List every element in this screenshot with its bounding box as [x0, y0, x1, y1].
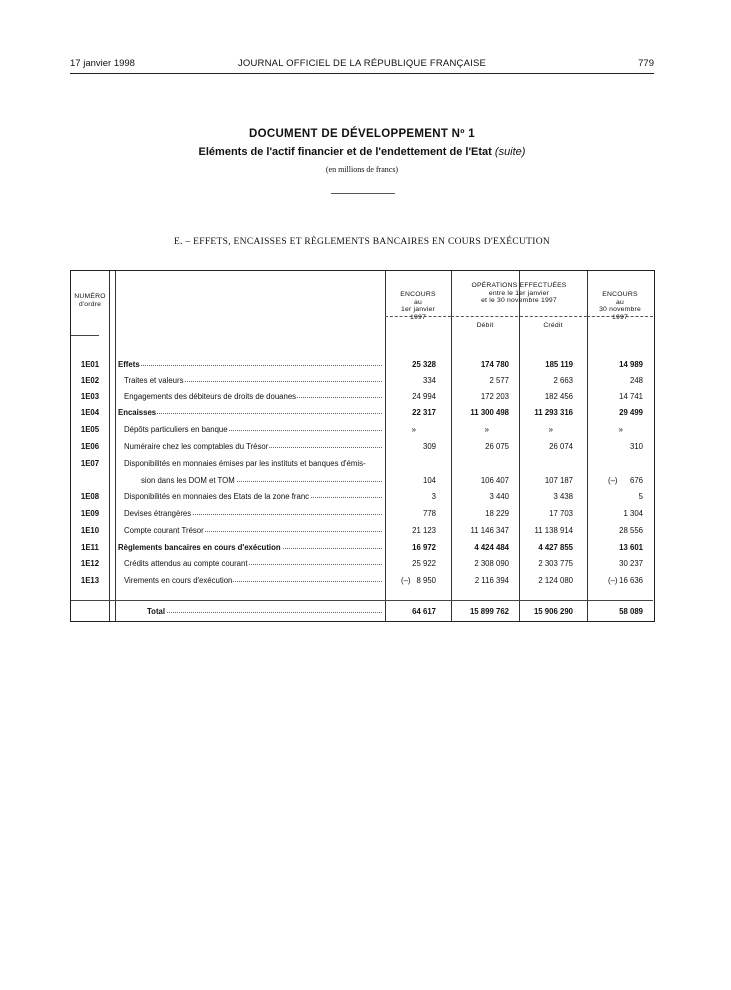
header-encours-end-line2: au: [616, 298, 624, 306]
row-encours-end: »: [618, 425, 623, 434]
row-label: Devises étrangères: [124, 509, 382, 518]
row-debit: 3 440: [489, 492, 509, 501]
document-subtitle: [70, 146, 654, 158]
row-label-line2: sion dans les DOM et TOM: [141, 476, 382, 485]
row-code: 1E12: [80, 559, 100, 568]
header-date: 17 janvier 1998: [70, 58, 135, 69]
row-encours-start: 778: [422, 509, 436, 518]
row-encours-start: 25 328: [412, 360, 436, 369]
row-encours-end: 310: [629, 442, 643, 451]
row-encours-start: 22 317: [412, 408, 436, 417]
row-code: 1E06: [80, 442, 100, 451]
header-encours-start: [385, 291, 451, 321]
total-debit: 15 899 762: [469, 607, 509, 616]
unit-note: (en millions de francs): [325, 165, 399, 174]
header-debit: Débit: [476, 322, 494, 329]
table-row: [71, 574, 653, 588]
table-row: [71, 390, 653, 404]
row-code: 1E10: [80, 526, 100, 535]
row-encours-end: 29 499: [619, 408, 643, 417]
row-encours-start: 21 123: [412, 526, 436, 535]
row-credit: 17 703: [549, 509, 573, 518]
row-credit: 11 138 914: [534, 526, 573, 535]
row-debit: 11 300 498: [470, 408, 509, 417]
row-negative-sign: (–): [401, 576, 411, 585]
document-subtitle-suite: (suite): [494, 146, 526, 158]
row-credit: 11 293 316: [534, 408, 573, 417]
row-debit: 26 075: [485, 442, 509, 451]
row-code: 1E07: [80, 459, 100, 468]
header-encours-start-line1: ENCOURS: [400, 291, 436, 298]
row-code: 1E13: [80, 576, 100, 585]
document-subtitle-text: Eléments de l'actif financier et de l'endettement de l'Etat: [198, 146, 492, 158]
row-encours-end: 28 556: [619, 526, 643, 535]
row-code: 1E02: [80, 376, 100, 385]
section-title: E. – EFFETS, ENCAISSES ET RÈGLEMENTS BANCAIRES EN COURS D'EXÉCUTION: [173, 237, 551, 247]
row-code: 1E03: [80, 392, 100, 401]
row-encours-end: 248: [629, 376, 643, 385]
row-credit: 185 119: [545, 360, 573, 369]
row-encours-start: 8 950: [416, 576, 436, 585]
row-label: Virements en cours d'exécution: [124, 576, 382, 585]
row-debit: 18 229: [485, 509, 509, 518]
row-debit: 2 116 394: [474, 576, 509, 585]
row-debit: 11 146 347: [470, 526, 509, 535]
header-journal-title: JOURNAL OFFICIEL DE LA RÉPUBLIQUE FRANÇAISE: [237, 58, 487, 69]
row-code: 1E05: [80, 425, 100, 434]
header-credit: Crédit: [543, 322, 563, 329]
row-encours-start: 334: [422, 376, 436, 385]
row-label: Disponibilités en monnaies des Etats de la zone franc: [124, 492, 382, 501]
header-encours-end: [587, 291, 653, 321]
page-header: [70, 58, 654, 72]
row-encours-end: 14 741: [619, 392, 643, 401]
header-page-number: 779: [638, 58, 654, 69]
row-label: Engagements des débiteurs de droits de douanes: [124, 392, 382, 401]
table-row: [71, 457, 653, 471]
table-row-continuation: [71, 474, 653, 488]
header-encours-start-line2: au: [414, 298, 422, 306]
row-credit: 4 427 855: [538, 543, 573, 552]
row-encours-end: 16 636: [619, 576, 643, 585]
row-label: Règlements bancaires en cours d'exécution: [118, 543, 382, 552]
total-row: [71, 605, 653, 619]
row-debit: 172 203: [480, 392, 509, 401]
row-code: 1E04: [80, 408, 100, 417]
table-row: [71, 406, 653, 420]
row-debit: 106 407: [480, 476, 509, 485]
total-encours-start: 64 617: [412, 607, 436, 616]
header-operations-line2: entre le 1er janvier: [488, 289, 550, 297]
row-credit: 2 303 775: [538, 559, 573, 568]
row-credit: 2 663: [553, 376, 573, 385]
row-encours-start: 25 922: [412, 559, 436, 568]
row-credit: 182 456: [544, 392, 573, 401]
row-credit: 107 187: [544, 476, 573, 485]
total-encours-end: 58 089: [619, 607, 643, 616]
table-row: [71, 557, 653, 571]
row-encours-start: 16 972: [412, 543, 436, 552]
row-debit: »: [484, 425, 489, 434]
table-row: [71, 423, 653, 437]
header-encours-start-line3: 1er janvier: [401, 306, 435, 314]
row-encours-start: »: [411, 425, 416, 434]
total-rule: [71, 600, 653, 601]
row-code: 1E08: [80, 492, 100, 501]
data-table: [70, 270, 655, 622]
row-credit: 26 074: [549, 442, 573, 451]
row-label-line1: Disponibilités en monnaies émises par les instituts et banques d'émis-: [124, 459, 366, 468]
row-debit: 2 577: [489, 376, 509, 385]
table-row: [71, 490, 653, 504]
header-operations-line3: et le 30 novembre 1997: [481, 297, 557, 305]
row-label: Effets: [118, 360, 382, 369]
row-encours-end: 30 237: [619, 559, 643, 568]
row-encours-start: 309: [422, 442, 436, 451]
row-debit: 2 308 090: [474, 559, 509, 568]
operations-subrule: [451, 316, 587, 317]
header-encours-end-line3: 30 novembre: [599, 306, 641, 314]
header-numero-line2: d'ordre: [78, 300, 102, 308]
table-row: [71, 440, 653, 454]
header-rule-short: [71, 335, 99, 336]
row-credit: »: [548, 425, 553, 434]
row-label: Dépôts particuliers en banque: [124, 425, 382, 434]
row-encours-end: 1 304: [623, 509, 643, 518]
header-numero: [71, 293, 109, 308]
row-encours-start: 104: [422, 476, 436, 485]
row-encours-end: 676: [629, 476, 643, 485]
row-debit: 4 424 484: [474, 543, 509, 552]
header-encours-start-line4: 1997: [410, 313, 426, 321]
row-encours-end: 5: [638, 492, 643, 501]
table-row: [71, 541, 653, 555]
divider: [331, 193, 395, 194]
table-row: [71, 358, 653, 372]
row-label: Compte courant Trésor: [124, 526, 382, 535]
row-label: Encaisses: [118, 408, 382, 417]
document-title: DOCUMENT DE DÉVELOPPEMENT Nº 1: [249, 128, 475, 140]
table-row: [71, 507, 653, 521]
row-negative-sign: (–): [608, 476, 618, 485]
header-rule: [70, 73, 654, 74]
row-encours-start: 3: [431, 492, 436, 501]
row-debit: 174 780: [480, 360, 509, 369]
row-credit: 2 124 080: [538, 576, 573, 585]
header-numero-line1: NUMÉRO: [74, 293, 106, 300]
row-label: Traites et valeurs: [124, 376, 382, 385]
row-credit: 3 438: [553, 492, 573, 501]
table-row: [71, 524, 653, 538]
row-encours-end: 13 601: [619, 543, 643, 552]
row-code: 1E11: [81, 543, 99, 552]
row-encours-start: 24 994: [412, 392, 436, 401]
total-label: Total: [147, 607, 382, 616]
row-encours-end: 14 989: [619, 360, 643, 369]
table-row: [71, 374, 653, 388]
row-label: Crédits attendus au compte courant: [124, 559, 382, 568]
row-label: Numéraire chez les comptables du Trésor: [124, 442, 382, 451]
header-operations-line1: OPÉRATIONS EFFECTUÉES: [471, 282, 567, 289]
header-encours-end-line1: ENCOURS: [602, 291, 638, 298]
header-encours-end-line4: 1997: [612, 313, 628, 321]
row-negative-sign: (–): [608, 576, 618, 585]
total-credit: 15 906 290: [533, 607, 573, 616]
header-operations: [451, 282, 587, 305]
row-code: 1E09: [80, 509, 100, 518]
row-code: 1E01: [80, 360, 100, 369]
